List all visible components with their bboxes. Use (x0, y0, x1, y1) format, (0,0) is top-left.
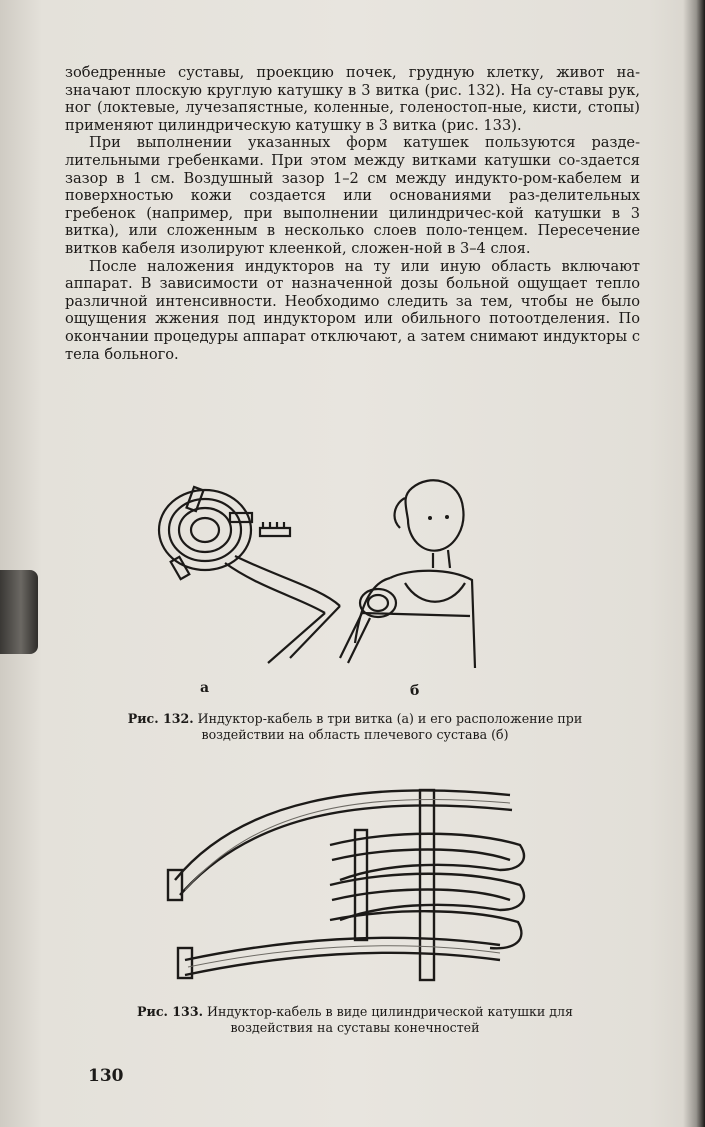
figure-133-illustration (160, 770, 540, 985)
figure-132-illustration (150, 468, 480, 678)
figure-132-caption (100, 711, 610, 743)
figure-132-label-a: а (200, 680, 210, 696)
figure-133-caption (110, 1004, 600, 1036)
body-text (65, 64, 640, 363)
paragraph-1: зобедренные суставы, проекцию почек, грудную клетку, живот на-значают плоскую круглую катушку в 3 витка (рис. 132). На су-ставы рук, ног (локтевые, лучезапястные, коленные, голеностоп-ные, кисти, стопы) применяют цилиндрическую катушку в 3 витка (рис. 133). (65, 64, 640, 134)
paragraph-3: После наложения индукторов на ту или иную область включают аппарат. В зависимости от назначенной дозы больной ощущает тепло различной интенсивности. Необходимо следить за тем, чтобы не было ощущения жжения под индуктором или обильного потоотделения. По окончании процедуры аппарат отключают, а затем снимают индукторы с тела больного. (65, 257, 640, 363)
page-number: 130 (88, 1066, 124, 1086)
figure-133-caption-number: Рис. 133. (137, 1004, 203, 1019)
figure-132-caption-number: Рис. 132. (127, 711, 194, 726)
book-spine-shadow (683, 0, 705, 1127)
figure-132-label-b: б (410, 683, 420, 699)
figure-132-caption-text: Индуктор-кабель в три витка (а) и его расположение при воздействии на область плечевого сустава (б) (197, 711, 583, 742)
page-tab-marker (0, 570, 38, 654)
paragraph-2: При выполнении указанных форм катушек пользуются разде-лительными гребенками. При этом между витками катушки со-здается зазор в 1 см. Воздушный зазор 1–2 см между индукто-ром-кабелем и поверхностью кожи создается или основаниями раз-делительных гребенок (например, при выполнении цилиндричес-кой катушки в 3 витка), или сложенным в несколько слоев поло-тенцем. Пересечение витков кабеля изолируют клеенкой, сложен-ной в 3–4 слоя. (65, 134, 640, 257)
figure-133-caption-text: Индуктор-кабель в виде цилиндрической катушки для воздействия на суставы конечностей (206, 1004, 573, 1035)
